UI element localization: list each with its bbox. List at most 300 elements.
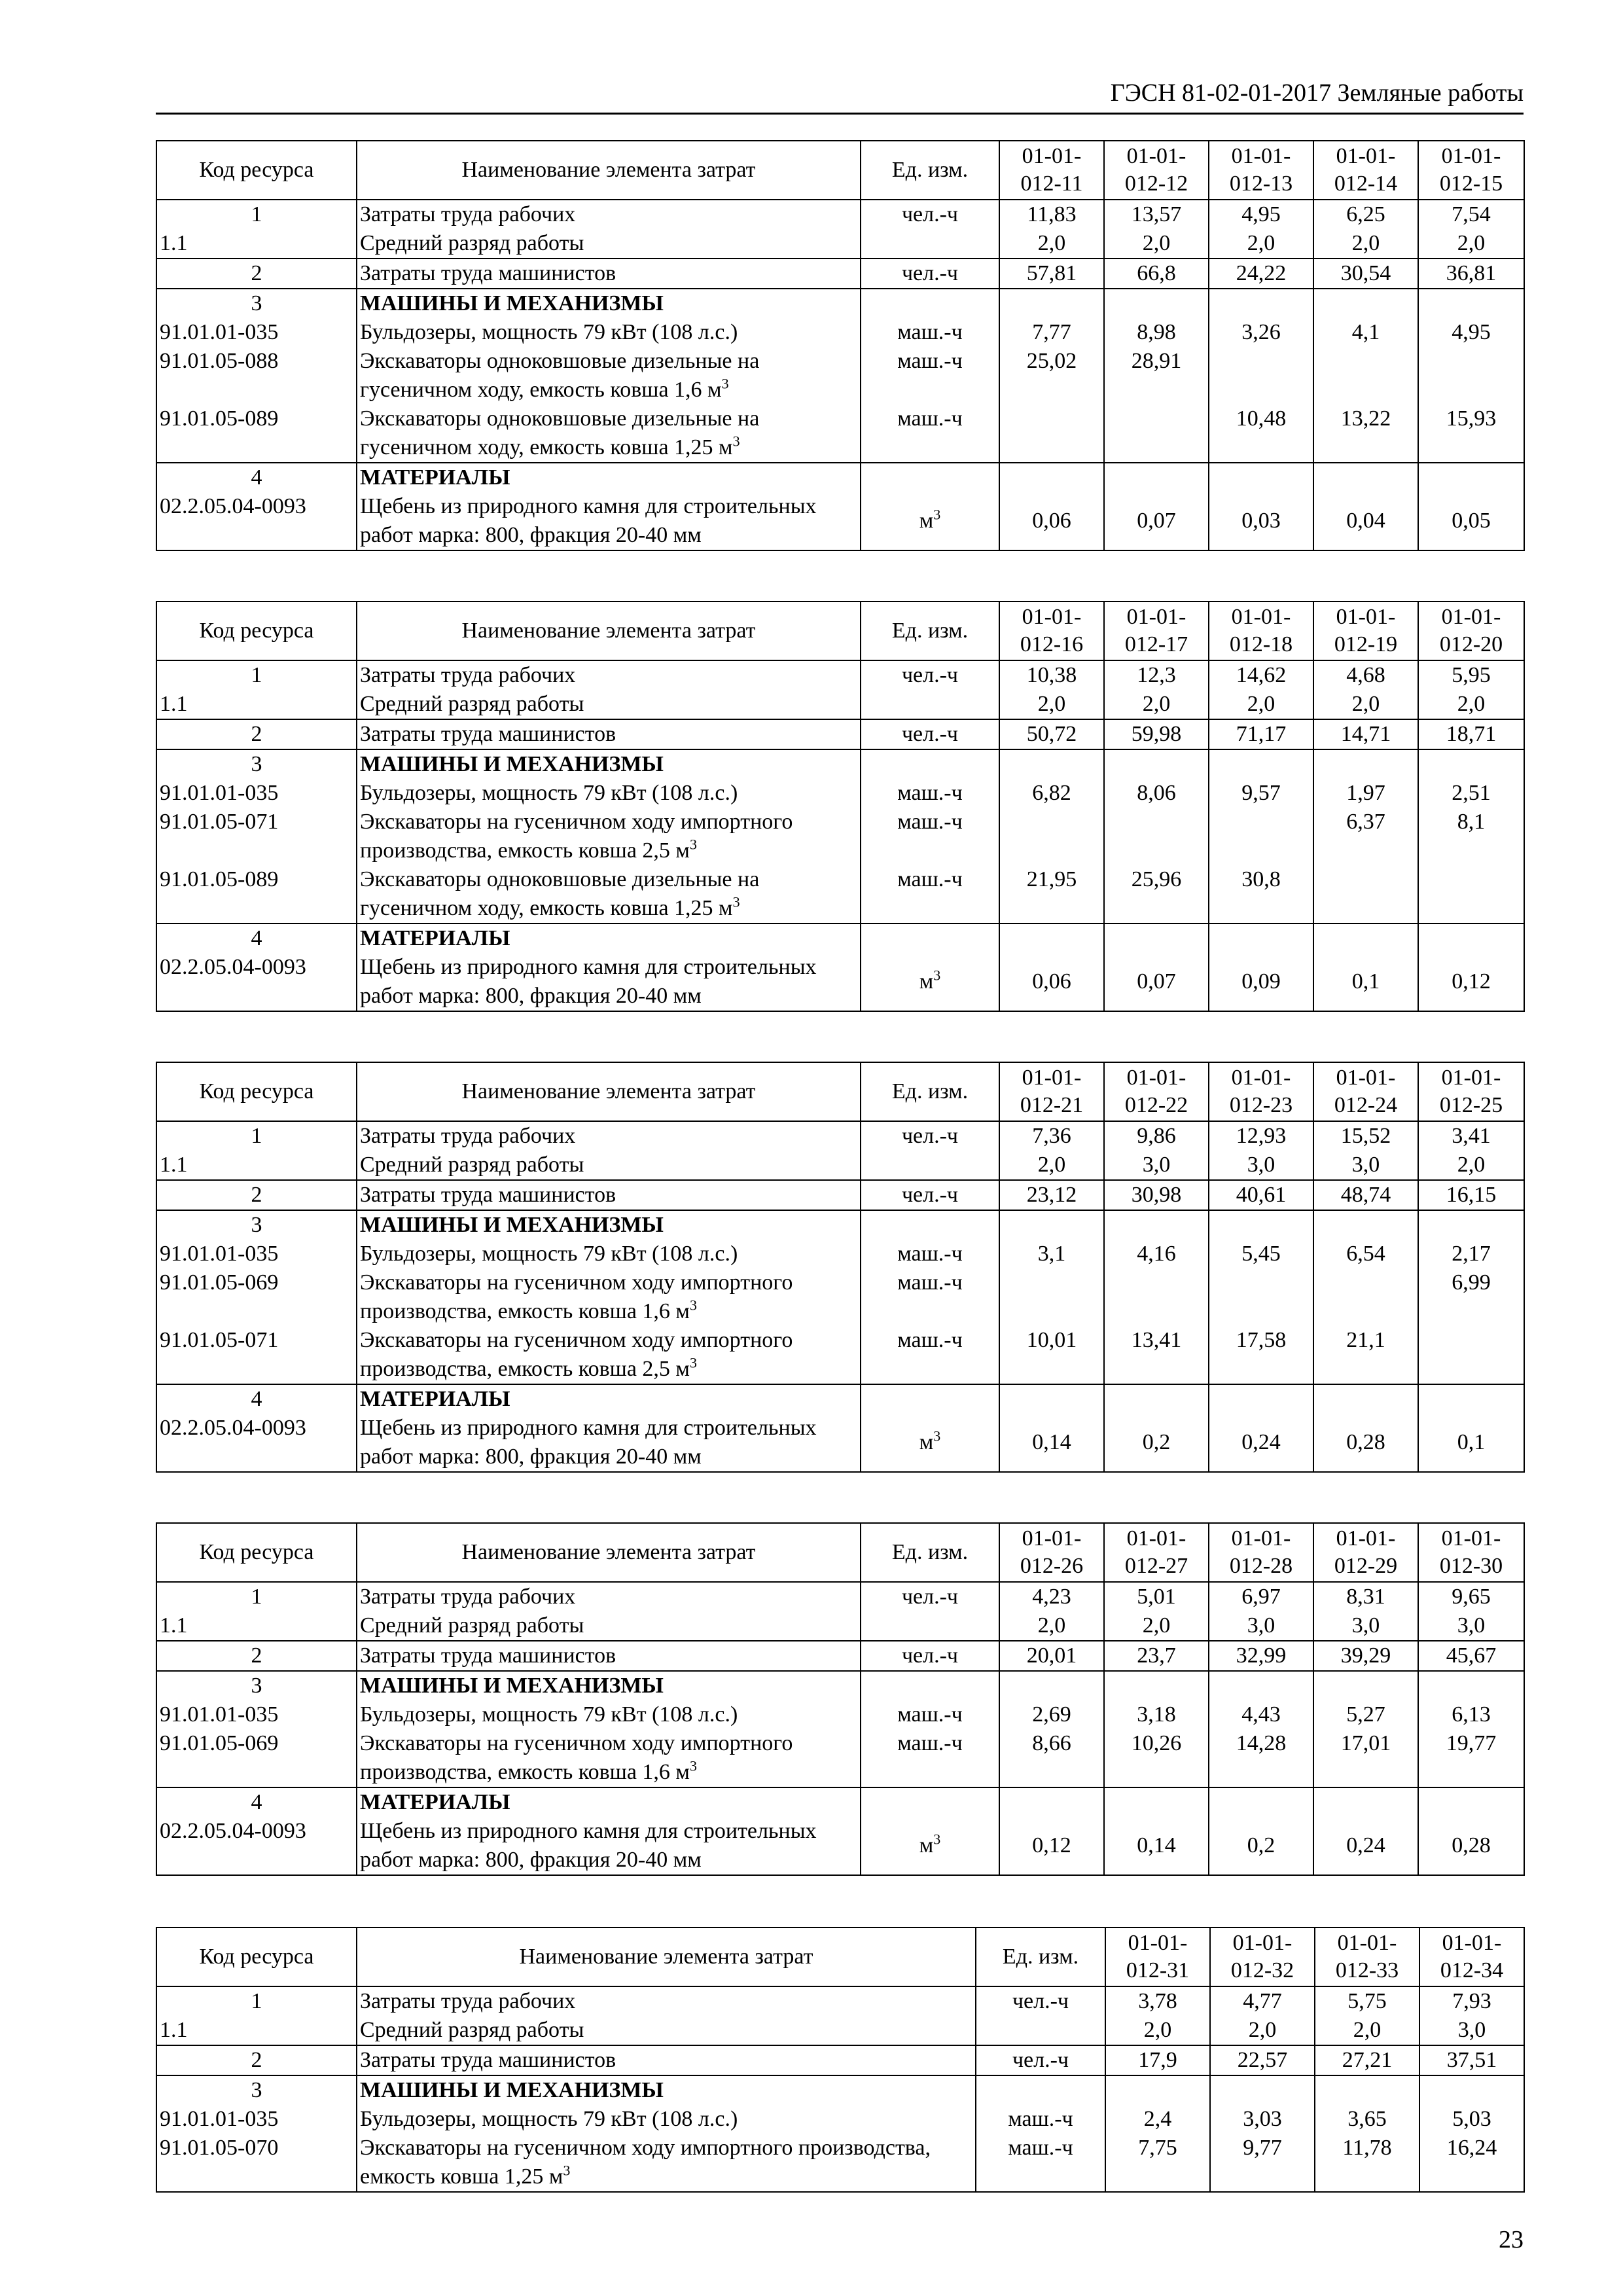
value-cell: 0,28 [1418,1817,1524,1875]
resource-name: МАШИНЫ И МЕХАНИЗМЫ [357,289,861,318]
table-header-row [156,141,1524,200]
table-row [156,289,1524,318]
value-cell [1104,1268,1209,1326]
unit: маш.-ч [976,2105,1105,2134]
superscript: 3 [563,2162,571,2179]
unit: чел.-ч [861,1180,999,1210]
resource-code: 4 [156,1384,357,1414]
value-cell: 3,03 [1210,2105,1315,2134]
resource-code: 91.01.05-071 [156,808,357,865]
unit: чел.-ч [861,1641,999,1671]
table-row [156,808,1524,865]
value-cell [1313,1787,1418,1817]
rate-code-header: 01-01- 012-11 [999,141,1104,200]
code-column-header: Код ресурса [156,1928,357,1986]
resource-code: 4 [156,1787,357,1817]
table-row [156,1986,1524,2016]
value-cell [999,1384,1104,1414]
resource-table [156,601,1525,1012]
name-column-header: Наименование элемента затрат [357,1523,861,1582]
value-cell: 7,54 [1418,200,1524,229]
value-cell [1209,289,1313,318]
value-cell [999,808,1104,865]
superscript: 3 [933,506,941,523]
resource-name: Экскаваторы одноковшовые дизельные на гусеничном ходу, емкость ковша 1,25 $м^3$ [357,865,861,924]
value-cell: 39,29 [1313,1641,1418,1671]
superscript: 3 [732,433,740,450]
value-cell [1418,463,1524,492]
value-cell: 9,77 [1210,2134,1315,2192]
resource-name: Затраты труда машинистов [357,1180,861,1210]
table-row [156,1414,1524,1472]
resource-name: Затраты труда рабочих [357,1582,861,1611]
value-cell: 3,65 [1315,2105,1419,2134]
value-cell [1313,289,1418,318]
value-cell [999,924,1104,953]
value-cell: 3,0 [1418,1611,1524,1641]
resource-code: 02.2.05.04-0093 [156,492,357,550]
value-cell: 8,66 [999,1729,1104,1787]
value-cell [1313,1384,1418,1414]
table-row [156,318,1524,347]
table-row [156,2045,1524,2075]
value-cell: 4,23 [999,1582,1104,1611]
value-cell: 6,82 [999,779,1104,808]
value-cell: 4,77 [1210,1986,1315,2016]
value-cell: 40,61 [1209,1180,1313,1210]
resource-name: МАТЕРИАЛЫ [357,924,861,953]
value-cell: 21,95 [999,865,1104,924]
value-cell [1209,749,1313,779]
value-cell: 17,58 [1209,1326,1313,1384]
value-cell [999,463,1104,492]
value-cell [1209,1671,1313,1700]
table-row [156,1671,1524,1700]
value-cell: 71,17 [1209,719,1313,749]
resource-name: Щебень из природного камня для строительных работ марка: 800, фракция 20-40 мм [357,953,861,1011]
value-cell [999,289,1104,318]
superscript: 3 [732,893,740,910]
value-cell: 2,0 [1210,2016,1315,2045]
unit: маш.-ч [861,1700,999,1729]
value-cell: 6,25 [1313,200,1418,229]
table-row [156,2105,1524,2134]
resource-name: Бульдозеры, мощность 79 кВт (108 л.с.) [357,318,861,347]
unit: чел.-ч [861,660,999,690]
table-row [156,404,1524,463]
value-cell: 25,96 [1104,865,1209,924]
value-cell: 8,06 [1104,779,1209,808]
resource-code: 1 [156,660,357,690]
rate-code-header: 01-01- 012-14 [1313,141,1418,200]
value-cell [1104,1384,1209,1414]
value-cell: 0,03 [1209,492,1313,550]
value-cell: 24,22 [1209,259,1313,289]
value-cell: 3,0 [1313,1151,1418,1180]
code-column-header: Код ресурса [156,1062,357,1121]
value-cell: 15,93 [1418,404,1524,463]
superscript: 3 [689,1354,697,1371]
resource-code: 4 [156,924,357,953]
value-cell: 45,67 [1418,1641,1524,1671]
rate-code-header: 01-01- 012-31 [1105,1928,1210,1986]
value-cell: 2,0 [999,1611,1104,1641]
resource-code: 2 [156,1641,357,1671]
value-cell [1418,1787,1524,1817]
resource-name: МАШИНЫ И МЕХАНИЗМЫ [357,2075,976,2105]
value-cell [1209,1787,1313,1817]
value-cell: 6,54 [1313,1240,1418,1268]
unit: чел.-ч [976,2045,1105,2075]
resource-code: 91.01.05-070 [156,2134,357,2192]
resource-table [156,140,1525,551]
resource-name: Затраты труда машинистов [357,719,861,749]
code-column-header: Код ресурса [156,1523,357,1582]
resource-name: Затраты труда рабочих [357,1986,976,2016]
value-cell: 3,41 [1418,1121,1524,1151]
value-cell [999,1787,1104,1817]
resource-name: Затраты труда машинистов [357,2045,976,2075]
value-cell [1209,1268,1313,1326]
superscript: 3 [721,375,729,392]
resource-code: 1.1 [156,690,357,719]
value-cell [1104,1787,1209,1817]
rate-code-header: 01-01- 012-21 [999,1062,1104,1121]
unit: маш.-ч [861,1240,999,1268]
resource-name: МАТЕРИАЛЫ [357,1384,861,1414]
value-cell [1418,1671,1524,1700]
name-column-header: Наименование элемента затрат [357,601,861,660]
unit-column-header: Ед. изм. [861,601,999,660]
value-cell: 0,2 [1104,1414,1209,1472]
unit: чел.-ч [861,259,999,289]
value-cell: 37,51 [1419,2045,1524,2075]
code-column-header: Код ресурса [156,141,357,200]
name-column-header: Наименование элемента затрат [357,141,861,200]
value-cell [1313,924,1418,953]
unit [861,1787,999,1817]
value-cell: 19,77 [1418,1729,1524,1787]
resource-code: 3 [156,1210,357,1240]
resource-code: 91.01.01-035 [156,779,357,808]
value-cell: 6,99 [1418,1268,1524,1326]
value-cell [1313,347,1418,404]
value-cell: 0,1 [1418,1414,1524,1472]
value-cell [1104,808,1209,865]
resource-name: Бульдозеры, мощность 79 кВт (108 л.с.) [357,1240,861,1268]
value-cell: 3,1 [999,1240,1104,1268]
value-cell [1210,2075,1315,2105]
value-cell [1418,924,1524,953]
resource-table [156,1927,1525,2193]
rate-code-header: 01-01- 012-15 [1418,141,1524,200]
resource-name: Бульдозеры, мощность 79 кВт (108 л.с.) [357,1700,861,1729]
unit [861,289,999,318]
value-cell: 2,0 [1418,1151,1524,1180]
resource-code: 1.1 [156,2016,357,2045]
table-row [156,924,1524,953]
rate-code-header: 01-01- 012-32 [1210,1928,1315,1986]
name-column-header: Наименование элемента затрат [357,1928,976,1986]
table-row [156,1641,1524,1671]
table-row [156,347,1524,404]
superscript: 3 [689,1757,697,1774]
table-row [156,1384,1524,1414]
value-cell: 2,0 [999,1151,1104,1180]
value-cell [1313,1268,1418,1326]
value-cell: 17,9 [1105,2045,1210,2075]
unit: маш.-ч [861,1729,999,1787]
value-cell: 36,81 [1418,259,1524,289]
resource-name: МАШИНЫ И МЕХАНИЗМЫ [357,749,861,779]
value-cell: 3,0 [1419,2016,1524,2045]
table-row [156,953,1524,1011]
value-cell: 1,97 [1313,779,1418,808]
resource-code: 91.01.01-035 [156,1700,357,1729]
table-row [156,229,1524,259]
table-header-row [156,1523,1524,1582]
rate-code-header: 01-01- 012-34 [1419,1928,1524,1986]
value-cell: 12,93 [1209,1121,1313,1151]
resource-code: 1 [156,1986,357,2016]
value-cell: 66,8 [1104,259,1209,289]
unit [976,2075,1105,2105]
table-row [156,492,1524,550]
unit-column-header: Ед. изм. [861,141,999,200]
resource-name: Затраты труда рабочих [357,660,861,690]
unit: маш.-ч [861,865,999,924]
value-cell: 2,0 [1209,229,1313,259]
rate-code-header: 01-01- 012-28 [1209,1523,1313,1582]
value-cell: 2,0 [1418,229,1524,259]
value-cell: 6,97 [1209,1582,1313,1611]
table-row [156,1326,1524,1384]
resource-code: 91.01.05-071 [156,1326,357,1384]
resource-name: Средний разряд работы [357,1151,861,1180]
value-cell: 2,0 [1104,1611,1209,1641]
value-cell: 21,1 [1313,1326,1418,1384]
value-cell: 3,78 [1105,1986,1210,2016]
value-cell: 2,0 [1418,690,1524,719]
value-cell: 4,1 [1313,318,1418,347]
value-cell: 0,24 [1313,1817,1418,1875]
resource-name: Экскаваторы на гусеничном ходу импортного производства, емкость ковша 1,6 $м^3$ [357,1268,861,1326]
value-cell: 13,57 [1104,200,1209,229]
resource-name: Затраты труда рабочих [357,1121,861,1151]
value-cell: 5,45 [1209,1240,1313,1268]
value-cell [1315,2075,1419,2105]
value-cell [1209,1384,1313,1414]
rate-code-header: 01-01- 012-20 [1418,601,1524,660]
unit: $м^3$ [861,1817,999,1875]
value-cell: 22,57 [1210,2045,1315,2075]
resource-name: МАТЕРИАЛЫ [357,463,861,492]
value-cell [1104,463,1209,492]
resource-name: Щебень из природного камня для строительных работ марка: 800, фракция 20-40 мм [357,1817,861,1875]
rate-code-header: 01-01- 012-19 [1313,601,1418,660]
unit [976,2016,1105,2045]
value-cell: 2,0 [1104,229,1209,259]
value-cell: 9,65 [1418,1582,1524,1611]
value-cell: 0,12 [1418,953,1524,1011]
value-cell [1313,865,1418,924]
value-cell: 32,99 [1209,1641,1313,1671]
superscript: 3 [933,1427,941,1444]
value-cell: 13,22 [1313,404,1418,463]
value-cell: 10,01 [999,1326,1104,1384]
value-cell [1104,289,1209,318]
table-header-row [156,1928,1524,1986]
resource-name: Щебень из природного камня для строительных работ марка: 800, фракция 20-40 мм [357,1414,861,1472]
value-cell: 0,07 [1104,953,1209,1011]
value-cell: 0,04 [1313,492,1418,550]
resource-name: Экскаваторы одноковшовые дизельные на гусеничном ходу, емкость ковша 1,25 $м^3$ [357,404,861,463]
unit: маш.-ч [861,404,999,463]
value-cell: 9,57 [1209,779,1313,808]
value-cell [1313,1671,1418,1700]
resource-name: Экскаваторы одноковшовые дизельные на гусеничном ходу, емкость ковша 1,6 $м^3$ [357,347,861,404]
rate-code-header: 01-01- 012-12 [1104,141,1209,200]
resource-name: МАШИНЫ И МЕХАНИЗМЫ [357,1210,861,1240]
value-cell: 10,26 [1104,1729,1209,1787]
resource-code: 3 [156,749,357,779]
value-cell: 7,93 [1419,1986,1524,2016]
resource-code: 3 [156,1671,357,1700]
value-cell: 59,98 [1104,719,1209,749]
unit-column-header: Ед. изм. [861,1062,999,1121]
value-cell: 25,02 [999,347,1104,404]
value-cell: 30,54 [1313,259,1418,289]
value-cell: 7,75 [1105,2134,1210,2192]
resource-name: Средний разряд работы [357,2016,976,2045]
value-cell [1105,2075,1210,2105]
superscript: 3 [933,967,941,984]
table-header-row [156,1062,1524,1121]
table-row [156,1151,1524,1180]
unit [861,1611,999,1641]
resource-name: Экскаваторы на гусеничном ходу импортного производства, емкость ковша 2,5 $м^3$ [357,1326,861,1384]
value-cell: 5,03 [1419,2105,1524,2134]
value-cell: 3,0 [1209,1611,1313,1641]
table-row [156,1180,1524,1210]
unit-column-header: Ед. изм. [861,1523,999,1582]
value-cell: 2,0 [999,229,1104,259]
value-cell: 0,14 [999,1414,1104,1472]
value-cell: 14,71 [1313,719,1418,749]
value-cell: 30,98 [1104,1180,1209,1210]
resource-code: 91.01.01-035 [156,1240,357,1268]
value-cell: 2,0 [1104,690,1209,719]
unit [861,1671,999,1700]
table-row [156,1268,1524,1326]
table-row [156,719,1524,749]
table-row [156,865,1524,924]
value-cell: 2,69 [999,1700,1104,1729]
resource-name: Бульдозеры, мощность 79 кВт (108 л.с.) [357,779,861,808]
value-cell: 7,77 [999,318,1104,347]
value-cell: 16,15 [1418,1180,1524,1210]
unit: чел.-ч [861,1582,999,1611]
resource-name: Щебень из природного камня для строительных работ марка: 800, фракция 20-40 мм [357,492,861,550]
value-cell: 0,14 [1104,1817,1209,1875]
value-cell: 23,12 [999,1180,1104,1210]
resource-table [156,1062,1525,1473]
rate-code-header: 01-01- 012-13 [1209,141,1313,200]
unit-column-header: Ед. изм. [976,1928,1105,1986]
unit [861,749,999,779]
value-cell [1209,347,1313,404]
unit [861,690,999,719]
value-cell: 2,0 [1209,690,1313,719]
value-cell [1313,1210,1418,1240]
value-cell: 18,71 [1418,719,1524,749]
table-row [156,463,1524,492]
value-cell [1313,463,1418,492]
value-cell: 13,41 [1104,1326,1209,1384]
resource-code: 2 [156,259,357,289]
value-cell: 2,0 [1105,2016,1210,2045]
resource-name: Экскаваторы на гусеничном ходу импортного производства, емкость ковша 1,6 $м^3$ [357,1729,861,1787]
unit: чел.-ч [861,200,999,229]
value-cell: 2,0 [1315,2016,1419,2045]
value-cell: 23,7 [1104,1641,1209,1671]
resource-name: Экскаваторы на гусеничном ходу импортного производства, емкость ковша 2,5 $м^3$ [357,808,861,865]
rate-code-header: 01-01- 012-27 [1104,1523,1209,1582]
value-cell [1209,924,1313,953]
rate-code-header: 01-01- 012-18 [1209,601,1313,660]
table-row [156,2016,1524,2045]
rate-code-header: 01-01- 012-16 [999,601,1104,660]
value-cell: 17,01 [1313,1729,1418,1787]
rate-code-header: 01-01- 012-33 [1315,1928,1419,1986]
resource-code: 3 [156,2075,357,2105]
table-row [156,1210,1524,1240]
unit [861,229,999,259]
resource-name: Затраты труда машинистов [357,1641,861,1671]
value-cell: 11,83 [999,200,1104,229]
value-cell: 50,72 [999,719,1104,749]
value-cell [1418,347,1524,404]
resource-table [156,1522,1525,1876]
table-row [156,1817,1524,1875]
value-cell [1418,1326,1524,1384]
rate-code-header: 01-01- 012-23 [1209,1062,1313,1121]
superscript: 3 [689,1297,697,1314]
unit: маш.-ч [861,318,999,347]
resource-name: Затраты труда рабочих [357,200,861,229]
value-cell: 7,36 [999,1121,1104,1151]
value-cell: 2,51 [1418,779,1524,808]
value-cell: 27,21 [1315,2045,1419,2075]
unit: маш.-ч [861,779,999,808]
value-cell: 8,1 [1418,808,1524,865]
resource-code: 1 [156,1121,357,1151]
value-cell: 5,75 [1315,1986,1419,2016]
value-cell: 0,1 [1313,953,1418,1011]
value-cell [999,1268,1104,1326]
unit [861,1384,999,1414]
unit: чел.-ч [861,719,999,749]
rate-code-header: 01-01- 012-17 [1104,601,1209,660]
resource-code: 91.01.05-089 [156,865,357,924]
resource-code: 1 [156,200,357,229]
table-row [156,259,1524,289]
resource-name: МАШИНЫ И МЕХАНИЗМЫ [357,1671,861,1700]
resource-name: Затраты труда машинистов [357,259,861,289]
resource-code: 1.1 [156,229,357,259]
table-row [156,2134,1524,2192]
unit: маш.-ч [861,1268,999,1326]
